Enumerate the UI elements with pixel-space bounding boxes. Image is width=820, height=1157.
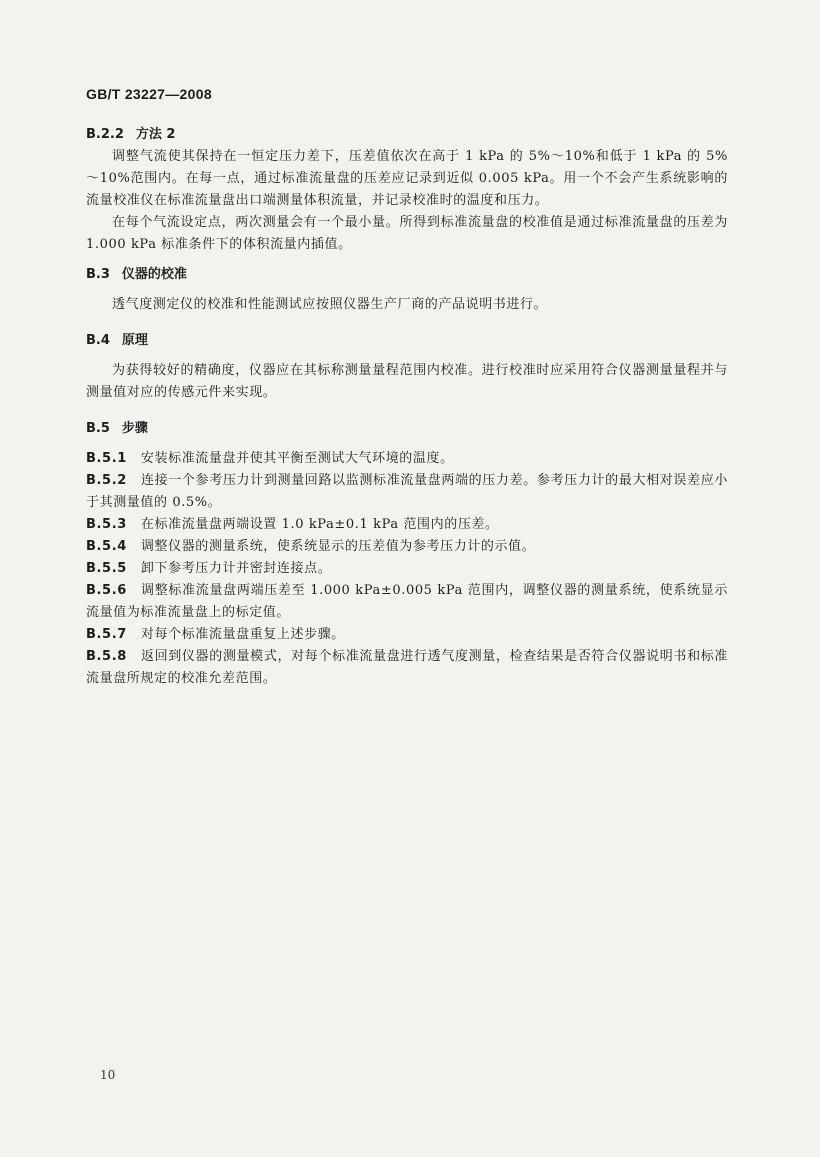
paragraph: 透气度测定仪的校准和性能测试应按照仪器生产厂商的产品说明书进行。 [112,297,548,312]
step-item [86,514,728,536]
section-number: B.2.2 [86,127,124,142]
document-number: GB/T 23227—2008 [86,86,212,102]
step-text: 调整仪器的测量系统，使系统显示的压差值为参考压力计的示值。 [140,539,536,554]
step-text: 调整标准流量盘两端压差至 1.000 kPa±0.005 kPa 范围内，调整仪器的测量系统，使系统显示流量值为标准流量盘上的标定值。 [86,583,728,620]
section-number: B.4 [86,333,110,348]
step-item [86,470,728,514]
step-number: B.5.8 [86,649,127,664]
section-number: B.5 [86,421,110,436]
section-title: 原理 [121,333,148,348]
step-number: B.5.6 [86,583,127,598]
paragraph: 为获得较好的精确度，仪器应在其标称测量量程范围内校准。进行校准时应采用符合仪器测量量程并与测量值对应的传感元件来实现。 [86,363,728,400]
step-number: B.5.7 [86,627,127,642]
step-text: 安装标准流量盘并使其平衡至测试大气环境的温度。 [140,451,454,466]
section-title: 仪器的校准 [121,267,187,282]
section-heading-b4 [86,330,728,352]
section-heading-b5 [86,418,728,440]
step-item [86,448,728,470]
paragraph: 调整气流使其保持在一恒定压力差下，压差值依次在高于 1 kPa 的 5%～10%和低于 1 kPa 的 5%～10%范围内。在每一点，通过标准流量盘的压差应记录到近似 0.005 kPa。用一个不会产生系统影响的流量校准仪在标准流量盘出口端测量体积流量，并记录校准时的温度和压力。 [86,149,728,208]
step-item [86,624,728,646]
step-text: 连接一个参考压力计到测量回路以监测标准流量盘两端的压力差。参考压力计的最大相对误差应小于其测量值的 0.5%。 [86,473,728,510]
section-title: 方法 2 [135,127,176,142]
section-title: 步骤 [121,421,148,436]
step-item [86,580,728,624]
step-text: 卸下参考压力计并密封连接点。 [140,561,332,576]
step-text: 对每个标准流量盘重复上述步骤。 [140,627,345,642]
step-item [86,536,728,558]
step-number: B.5.5 [86,561,127,576]
step-text: 返回到仪器的测量模式，对每个标准流量盘进行透气度测量，检查结果是否符合仪器说明书和标准流量盘所规定的校准允差范围。 [86,649,728,686]
step-item [86,646,728,690]
step-item [86,558,728,580]
paragraph: 在每个气流设定点，两次测量会有一个最小量。所得到标准流量盘的校准值是通过标准流量盘的压差为 1.000 kPa 标准条件下的体积流量内插值。 [86,215,728,252]
step-text: 在标准流量盘两端设置 1.0 kPa±0.1 kPa 范围内的压差。 [140,517,499,532]
section-number: B.3 [86,267,110,282]
step-number: B.5.2 [86,473,127,488]
document-body [86,124,728,690]
section-heading-b22 [86,124,728,146]
step-number: B.5.3 [86,517,127,532]
section-heading-b3 [86,264,728,286]
step-number: B.5.4 [86,539,127,554]
page-number: 10 [100,1068,116,1082]
step-number: B.5.1 [86,451,127,466]
